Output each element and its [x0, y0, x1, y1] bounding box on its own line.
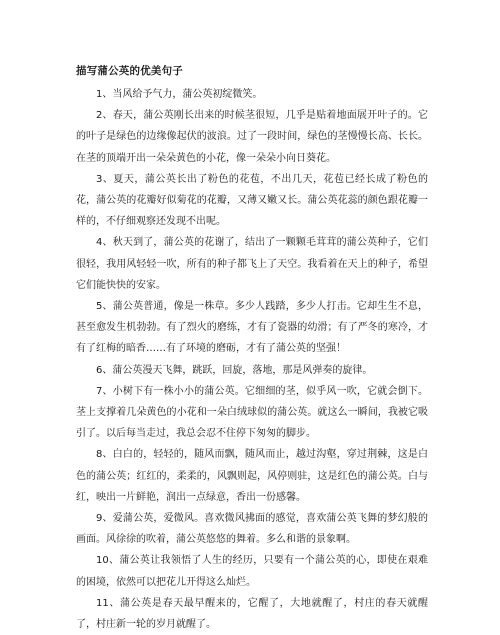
paragraph-3: 3、夏天，蒲公英长出了粉色的花苞，不出几天，花苞已经长成了粉色的花，蒲公英的花瓣好似菊花的花瓣，又薄又嫩又长。蒲公英花蕊的颜色跟花瓣一样的，不仔细观察还发现不出呢。 — [76, 173, 428, 228]
paragraph-5: 5、蒲公英普通，像是一株草。多少人践踏，多少人打击。它却生生不息，甚至愈发生机勃勃。有了烈火的磨练，才有了瓷器的幼滑；有了严冬的寒冷，才有了红梅的暗香……有了环境的磨砺，才有了蒲公英的坚强！ — [76, 301, 428, 355]
document-page — [76, 64, 428, 635]
paragraph-10: 10、蒲公英让我领悟了人生的经历，只要有一个蒲公英的心，即使在艰难的困境，依然可以把花儿开得这么灿烂。 — [76, 555, 428, 588]
paragraph-6: 6、蒲公英漫天飞舞，跳跃，回旋，落地，那是风弹奏的旋律。 — [96, 364, 373, 376]
paragraph-7: 7、小树下有一株小小的蒲公英。它细细的茎，似乎风一吹，它就会倒下。茎上支撑着几朵黄色的小花和一朵白绒球似的蒲公英。就这么一瞬间，我被它吸引了。以后每当走过，我总会忍不住停下匆匆的脚步。 — [76, 385, 428, 440]
paragraph-11: 11、蒲公英是春天最早醒来的，它醒了，大地就醒了，村庄的春天就醒了，村庄新一轮的岁月就醒了。 — [76, 597, 428, 631]
paragraph-4: 4、秋天到了，蒲公英的花谢了，结出了一颗颗毛茸茸的蒲公英种子，它们很轻，我用风轻轻一吹，所有的种子都飞上了天空。我看着在天上的种子，希望它们能快快的安家。 — [76, 237, 428, 291]
paragraph-9: 9、爱蒲公英，爱微风。喜欢微风拂面的感觉，喜欢蒲公英飞舞的梦幻般的画面。风徐徐的吹着，蒲公英悠悠的舞着。多么和谐的景象啊。 — [76, 513, 428, 546]
paragraph-2: 2、春天，蒲公英刚长出来的时候茎很短，几乎是贴着地面展开叶子的。它的叶子是绿色的边缘像起伏的波浪。过了一段时间，绿色的茎慢慢长高、长长。在茎的顶端开出一朵朵黄色的小花，像一朵朵小向日葵花。 — [76, 110, 428, 164]
document-title: 描写蒲公英的优美句子 — [76, 65, 183, 77]
paragraph-1: 1、当风给予气力，蒲公英初绽微笑。 — [96, 89, 263, 100]
paragraph-8: 8、白白的，轻轻的，随风而飘，随风而止，越过沟壑，穿过荆棘，这是白色的蒲公英；红红的，柔柔的，风飘则起，风停则驻，这是红色的蒲公英。白与红，映出一片鲜艳，润出一点绿意，香出一份感馨。 — [76, 449, 428, 503]
